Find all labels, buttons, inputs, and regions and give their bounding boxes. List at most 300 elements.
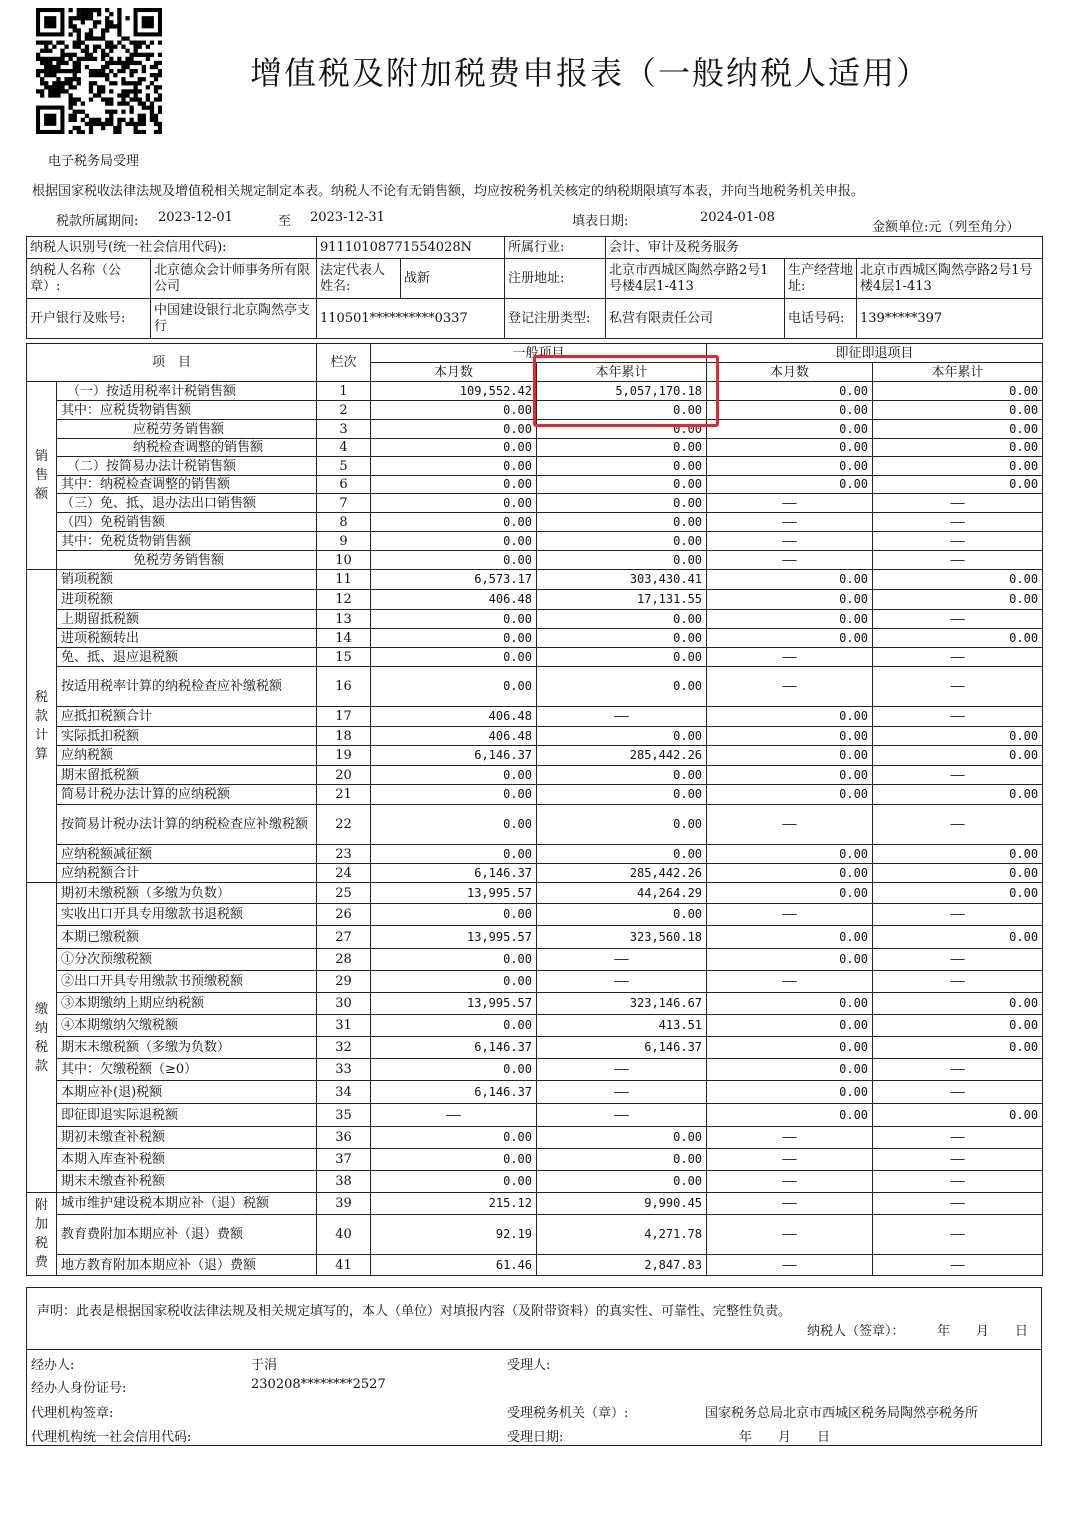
general-month: 6,146.37 <box>371 864 537 883</box>
refund-month: —— <box>707 971 873 993</box>
row-line-number: 8 <box>317 513 371 532</box>
refund-month: —— <box>707 513 873 532</box>
org-code-label: 代理机构统一社会信用代码: <box>31 1430 192 1445</box>
row-label: 其中：应税货物销售额 <box>57 401 317 420</box>
refund-year: —— <box>873 1255 1043 1276</box>
table-row <box>27 883 1043 904</box>
refund-year: 0.00 <box>873 1015 1043 1037</box>
row-line-number: 24 <box>317 864 371 883</box>
refund-year: —— <box>873 667 1043 707</box>
refund-month: 0.00 <box>707 457 873 476</box>
general-month: 0.00 <box>371 629 537 648</box>
refund-month: 0.00 <box>707 926 873 949</box>
general-month: 0.00 <box>371 610 537 629</box>
refund-month: 0.00 <box>707 1081 873 1104</box>
refund-year: 0.00 <box>873 845 1043 864</box>
refund-year: —— <box>873 1081 1043 1104</box>
general-year: —— <box>537 949 707 971</box>
general-month: 13,995.57 <box>371 926 537 949</box>
refund-month: —— <box>707 667 873 707</box>
table-row <box>27 1037 1043 1059</box>
category-surtax: 附 加 税 费 <box>27 1193 57 1276</box>
general-month: 0.00 <box>371 551 537 570</box>
general-month: 0.00 <box>371 513 537 532</box>
row-label: 纳税检查调整的销售额 <box>57 439 317 457</box>
general-year: 17,131.55 <box>537 590 707 610</box>
refund-year: 0.00 <box>873 1104 1043 1127</box>
row-line-number: 20 <box>317 766 371 785</box>
row-line-number: 38 <box>317 1171 371 1193</box>
phone-label: 电话号码: <box>785 299 857 339</box>
header-refund-month: 本月数 <box>707 363 873 382</box>
refund-year: 0.00 <box>873 629 1043 648</box>
row-label: 期初未缴税额（多缴为负数） <box>57 883 317 904</box>
category-payment: 缴 纳 税 款 <box>27 883 57 1193</box>
table-row <box>27 1215 1043 1255</box>
table-row <box>27 766 1043 785</box>
row-label: 简易计税办法计算的应纳税额 <box>57 785 317 805</box>
table-row <box>27 805 1043 845</box>
refund-year: —— <box>873 1193 1043 1215</box>
refund-year: 0.00 <box>873 570 1043 590</box>
reg-type: 私营有限责任公司 <box>606 299 785 339</box>
table-row <box>27 494 1043 513</box>
row-line-number: 7 <box>317 494 371 513</box>
page-title: 增值税及附加税费申报表（一般纳税人适用） <box>250 54 931 92</box>
general-month: 13,995.57 <box>371 993 537 1015</box>
general-month: 0.00 <box>371 785 537 805</box>
row-line-number: 31 <box>317 1015 371 1037</box>
qr-code-icon <box>36 8 162 134</box>
declaration-section <box>26 1287 1042 1446</box>
row-line-number: 11 <box>317 570 371 590</box>
general-month: 406.48 <box>371 590 537 610</box>
row-label: 地方教育附加本期应补（退）费额 <box>57 1255 317 1276</box>
general-month: 0.00 <box>371 667 537 707</box>
biz-address: 北京市西城区陶然亭路2号1号楼4层1-413 <box>857 259 1043 299</box>
row-line-number: 9 <box>317 532 371 551</box>
row-label: 即征即退实际退税额 <box>57 1104 317 1127</box>
row-line-number: 16 <box>317 667 371 707</box>
row-line-number: 29 <box>317 971 371 993</box>
row-line-number: 18 <box>317 727 371 746</box>
bank-name: 中国建设银行北京陶然亭支行 <box>151 299 317 339</box>
general-month: 13,995.57 <box>371 883 537 904</box>
refund-month: 0.00 <box>707 785 873 805</box>
table-row <box>27 926 1043 949</box>
refund-year: —— <box>873 1127 1043 1149</box>
table-row <box>27 1015 1043 1037</box>
row-line-number: 19 <box>317 746 371 766</box>
general-year: 0.00 <box>537 648 707 667</box>
refund-month: 0.00 <box>707 420 873 439</box>
category-tax-calc: 税 款 计 算 <box>27 570 57 883</box>
general-month: 0.00 <box>371 904 537 926</box>
refund-month: —— <box>707 648 873 667</box>
row-label: 免税劳务销售额 <box>57 551 317 570</box>
general-year: 0.00 <box>537 904 707 926</box>
refund-month: 0.00 <box>707 1104 873 1127</box>
declaration-text: 声明：此表是根据国家税收法律法规及相关规定填写的，本人（单位）对填报内容（及附带资料）的真实性、可靠性、完整性负责。 <box>37 1304 792 1319</box>
general-year: 0.00 <box>537 551 707 570</box>
refund-month: 0.00 <box>707 570 873 590</box>
phone: 139*****397 <box>857 299 1043 339</box>
row-line-number: 39 <box>317 1193 371 1215</box>
taxpayer-id-label: 纳税人识别号(统一社会信用代码): <box>27 237 317 259</box>
refund-month: —— <box>707 1215 873 1255</box>
refund-year: —— <box>873 1059 1043 1081</box>
row-label: ③本期缴纳上期应纳税额 <box>57 993 317 1015</box>
row-line-number: 32 <box>317 1037 371 1059</box>
general-year: 0.00 <box>537 785 707 805</box>
table-row <box>27 727 1043 746</box>
general-year: 0.00 <box>537 610 707 629</box>
row-line-number: 28 <box>317 949 371 971</box>
agent-name: 于涓 <box>251 1358 278 1373</box>
row-line-number: 17 <box>317 707 371 727</box>
refund-year: 0.00 <box>873 864 1043 883</box>
intro-text: 根据国家税收法律法规及增值税相关规定制定本表。纳税人不论有无销售额，均应按税务机关核定的纳税期限填写本表，并向当地税务机关申报。 <box>32 184 865 199</box>
general-year: 0.00 <box>537 1171 707 1193</box>
taxpayer-id: 91110108771554028N <box>317 237 505 259</box>
general-month: 0.00 <box>371 971 537 993</box>
row-line-number: 13 <box>317 610 371 629</box>
table-row <box>27 513 1043 532</box>
bank-account: 110501**********0337 <box>317 299 505 339</box>
general-year: 285,442.26 <box>537 746 707 766</box>
header-item: 项 目 <box>27 344 317 382</box>
general-month: 0.00 <box>371 1149 537 1171</box>
row-label: （四）免税销售额 <box>57 513 317 532</box>
row-label: 应税劳务销售额 <box>57 420 317 439</box>
table-row <box>27 785 1043 805</box>
row-line-number: 35 <box>317 1104 371 1127</box>
table-row <box>27 949 1043 971</box>
general-year: 0.00 <box>537 439 707 457</box>
period-label: 税款所属期间: <box>56 214 139 229</box>
refund-year: 0.00 <box>873 746 1043 766</box>
row-label: （一）按适用税率计税销售额 <box>57 382 317 401</box>
general-month: 6,146.37 <box>371 746 537 766</box>
industry-label: 所属行业: <box>505 237 606 259</box>
general-year: 323,146.67 <box>537 993 707 1015</box>
agent-id: 230208********2527 <box>251 1377 386 1392</box>
general-month: 0.00 <box>371 439 537 457</box>
general-month: 0.00 <box>371 805 537 845</box>
table-row <box>27 570 1043 590</box>
general-month: —— <box>371 1104 537 1127</box>
general-year: 0.00 <box>537 420 707 439</box>
row-line-number: 6 <box>317 476 371 494</box>
row-line-number: 25 <box>317 883 371 904</box>
row-label: ④本期缴纳欠缴税额 <box>57 1015 317 1037</box>
row-label: 期末未缴查补税额 <box>57 1171 317 1193</box>
general-month: 0.00 <box>371 476 537 494</box>
refund-month: 0.00 <box>707 864 873 883</box>
taxpayer-name: 北京德众会计师事务所有限公司 <box>151 259 317 299</box>
refund-year: —— <box>873 532 1043 551</box>
row-label: （三）免、抵、退办法出口销售额 <box>57 494 317 513</box>
general-month: 109,552.42 <box>371 382 537 401</box>
general-month: 0.00 <box>371 648 537 667</box>
refund-month: —— <box>707 1255 873 1276</box>
row-label: 城市维护建设税本期应补（退）税额 <box>57 1193 317 1215</box>
bank-label: 开户银行及账号: <box>27 299 151 339</box>
general-month: 0.00 <box>371 494 537 513</box>
row-label: 应纳税额 <box>57 746 317 766</box>
table-row <box>27 439 1043 457</box>
row-label: 进项税额 <box>57 590 317 610</box>
row-line-number: 40 <box>317 1215 371 1255</box>
table-row <box>27 629 1043 648</box>
general-year: 2,847.83 <box>537 1255 707 1276</box>
legal-rep-label: 法定代表人姓名: <box>317 259 401 299</box>
general-year: 0.00 <box>537 532 707 551</box>
header-general-year: 本年累计 <box>537 363 707 382</box>
table-row <box>27 401 1043 420</box>
refund-year: 0.00 <box>873 785 1043 805</box>
row-label: 实收出口开具专用缴款书退税额 <box>57 904 317 926</box>
row-label: 免、抵、退应退税额 <box>57 648 317 667</box>
row-line-number: 15 <box>317 648 371 667</box>
table-row <box>27 551 1043 570</box>
table-row <box>27 476 1043 494</box>
table-row <box>27 610 1043 629</box>
refund-year: 0.00 <box>873 883 1043 904</box>
table-row <box>27 1149 1043 1171</box>
refund-month: 0.00 <box>707 1059 873 1081</box>
row-line-number: 33 <box>317 1059 371 1081</box>
refund-month: —— <box>707 1149 873 1171</box>
table-row <box>27 648 1043 667</box>
refund-year: 0.00 <box>873 926 1043 949</box>
refund-month: 0.00 <box>707 727 873 746</box>
row-label: 应纳税额合计 <box>57 864 317 883</box>
general-year: 0.00 <box>537 476 707 494</box>
fill-date-label: 填表日期: <box>572 214 629 229</box>
refund-year: 0.00 <box>873 727 1043 746</box>
refund-month: —— <box>707 1193 873 1215</box>
refund-year: —— <box>873 648 1043 667</box>
row-line-number: 23 <box>317 845 371 864</box>
general-month: 92.19 <box>371 1215 537 1255</box>
row-label: 其中：免税货物销售额 <box>57 532 317 551</box>
legal-rep: 战新 <box>401 259 505 299</box>
taxpayer-name-label: 纳税人名称（公章）: <box>27 259 151 299</box>
refund-month: —— <box>707 1171 873 1193</box>
refund-month: 0.00 <box>707 629 873 648</box>
refund-month: 0.00 <box>707 845 873 864</box>
general-year: 6,146.37 <box>537 1037 707 1059</box>
general-year: 0.00 <box>537 667 707 707</box>
general-month: 6,146.37 <box>371 1037 537 1059</box>
table-row <box>27 993 1043 1015</box>
general-month: 0.00 <box>371 532 537 551</box>
refund-year: 0.00 <box>873 590 1043 610</box>
amount-unit: 金额单位:元（列至角分） <box>872 220 1020 235</box>
tax-office: 国家税务总局北京市西城区税务局陶然亭税务所 <box>705 1406 979 1421</box>
receiver-label: 受理人: <box>507 1358 551 1373</box>
row-line-number: 10 <box>317 551 371 570</box>
agent-label: 经办人: <box>31 1358 75 1373</box>
refund-month: 0.00 <box>707 883 873 904</box>
table-row <box>27 532 1043 551</box>
header-general: 一般项目 <box>371 344 707 363</box>
general-month: 0.00 <box>371 1015 537 1037</box>
reg-address-label: 注册地址: <box>505 259 606 299</box>
refund-year: —— <box>873 949 1043 971</box>
row-line-number: 2 <box>317 401 371 420</box>
biz-address-label: 生产经营地址: <box>785 259 857 299</box>
general-year: 0.00 <box>537 1127 707 1149</box>
row-label: ①分次预缴税额 <box>57 949 317 971</box>
table-row <box>27 971 1043 993</box>
refund-year: 0.00 <box>873 476 1043 494</box>
row-line-number: 3 <box>317 420 371 439</box>
refund-month: 0.00 <box>707 439 873 457</box>
general-year: 4,271.78 <box>537 1215 707 1255</box>
row-line-number: 22 <box>317 805 371 845</box>
refund-month: 0.00 <box>707 476 873 494</box>
refund-month: 0.00 <box>707 746 873 766</box>
row-label: 其中：纳税检查调整的销售额 <box>57 476 317 494</box>
refund-month: 0.00 <box>707 707 873 727</box>
receive-date-label: 受理日期: <box>507 1430 564 1445</box>
general-month: 0.00 <box>371 1127 537 1149</box>
general-year: 5,057,170.18 <box>537 382 707 401</box>
refund-month: 0.00 <box>707 1037 873 1059</box>
general-month: 0.00 <box>371 1059 537 1081</box>
table-row <box>27 457 1043 476</box>
general-year: 0.00 <box>537 457 707 476</box>
general-year: —— <box>537 971 707 993</box>
general-month: 6,573.17 <box>371 570 537 590</box>
general-month: 215.12 <box>371 1193 537 1215</box>
general-month: 0.00 <box>371 845 537 864</box>
row-label: 应纳税额减征额 <box>57 845 317 864</box>
row-label: 实际抵扣税额 <box>57 727 317 746</box>
row-line-number: 41 <box>317 1255 371 1276</box>
row-label: 进项税额转出 <box>57 629 317 648</box>
row-line-number: 5 <box>317 457 371 476</box>
table-row <box>27 1193 1043 1215</box>
industry: 会计、审计及税务服务 <box>606 237 1043 259</box>
table-row <box>27 1059 1043 1081</box>
table-row <box>27 382 1043 401</box>
agent-id-label: 经办人身份证号: <box>31 1381 127 1396</box>
general-year: 0.00 <box>537 513 707 532</box>
row-line-number: 14 <box>317 629 371 648</box>
refund-month: —— <box>707 805 873 845</box>
period-from: 2023-12-01 <box>158 210 233 225</box>
table-row <box>27 590 1043 610</box>
general-year: —— <box>537 1081 707 1104</box>
refund-month: 0.00 <box>707 1015 873 1037</box>
refund-month: 0.00 <box>707 993 873 1015</box>
fill-date: 2024-01-08 <box>700 210 775 225</box>
refund-year: 0.00 <box>873 993 1043 1015</box>
refund-year: —— <box>873 610 1043 629</box>
general-month: 0.00 <box>371 1171 537 1193</box>
vat-return-table <box>26 343 1043 1276</box>
general-year: 323,560.18 <box>537 926 707 949</box>
table-row <box>27 864 1043 883</box>
row-line-number: 30 <box>317 993 371 1015</box>
table-row <box>27 420 1043 439</box>
row-line-number: 27 <box>317 926 371 949</box>
row-label: 其中：欠缴税额（≥0） <box>57 1059 317 1081</box>
general-year: 0.00 <box>537 401 707 420</box>
refund-month: 0.00 <box>707 949 873 971</box>
refund-year: 0.00 <box>873 457 1043 476</box>
table-row <box>27 1127 1043 1149</box>
refund-month: 0.00 <box>707 590 873 610</box>
row-label: 销项税额 <box>57 570 317 590</box>
received-note: 电子税务局受理 <box>48 154 140 169</box>
refund-year: 0.00 <box>873 420 1043 439</box>
row-line-number: 21 <box>317 785 371 805</box>
general-year: —— <box>537 707 707 727</box>
row-label: 本期入库查补税额 <box>57 1149 317 1171</box>
general-month: 0.00 <box>371 949 537 971</box>
general-year: 0.00 <box>537 805 707 845</box>
general-year: 303,430.41 <box>537 570 707 590</box>
row-label: 应抵扣税额合计 <box>57 707 317 727</box>
row-label: 期末留抵税额 <box>57 766 317 785</box>
period-to-label: 至 <box>278 214 292 229</box>
row-line-number: 34 <box>317 1081 371 1104</box>
general-month: 0.00 <box>371 401 537 420</box>
row-label: 本期已缴税额 <box>57 926 317 949</box>
receive-date: 年 月 日 <box>739 1430 831 1445</box>
tax-office-label: 受理税务机关（章）: <box>507 1406 629 1421</box>
row-line-number: 36 <box>317 1127 371 1149</box>
header-line: 栏次 <box>317 344 371 382</box>
general-year: 0.00 <box>537 766 707 785</box>
org-sign-label: 代理机构签章: <box>31 1406 114 1421</box>
general-year: 9,990.45 <box>537 1193 707 1215</box>
row-line-number: 37 <box>317 1149 371 1171</box>
refund-month: 0.00 <box>707 401 873 420</box>
row-label: ②出口开具专用缴款书预缴税额 <box>57 971 317 993</box>
row-label: 上期留抵税额 <box>57 610 317 629</box>
refund-year: —— <box>873 1149 1043 1171</box>
refund-month: —— <box>707 551 873 570</box>
general-month: 406.48 <box>371 707 537 727</box>
reg-type-label: 登记注册类型: <box>505 299 606 339</box>
row-label: 教育费附加本期应补（退）费额 <box>57 1215 317 1255</box>
refund-year: —— <box>873 551 1043 570</box>
general-year: 285,442.26 <box>537 864 707 883</box>
table-row <box>27 1171 1043 1193</box>
refund-year: 0.00 <box>873 439 1043 457</box>
table-row <box>27 1104 1043 1127</box>
row-line-number: 12 <box>317 590 371 610</box>
header-general-month: 本月数 <box>371 363 537 382</box>
general-month: 6,146.37 <box>371 1081 537 1104</box>
general-year: —— <box>537 1059 707 1081</box>
refund-month: —— <box>707 532 873 551</box>
header-refund: 即征即退项目 <box>707 344 1043 363</box>
table-row <box>27 667 1043 707</box>
refund-month: —— <box>707 494 873 513</box>
row-label: 期初未缴查补税额 <box>57 1127 317 1149</box>
refund-month: 0.00 <box>707 382 873 401</box>
refund-month: 0.00 <box>707 610 873 629</box>
general-year: 413.51 <box>537 1015 707 1037</box>
refund-month: —— <box>707 1127 873 1149</box>
refund-month: 0.00 <box>707 766 873 785</box>
